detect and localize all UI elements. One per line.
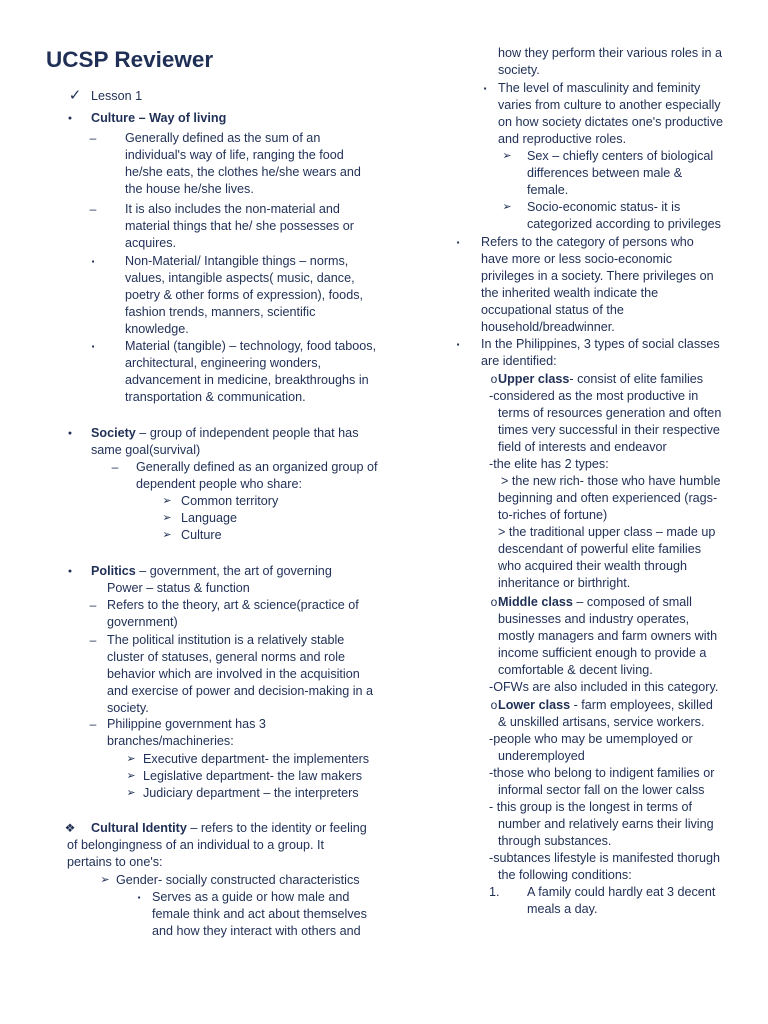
- text-line: occupational status of the: [481, 303, 624, 317]
- diamond-bullet-icon: ❖: [64, 821, 76, 835]
- text-line: Serves as a guide or how male and: [152, 890, 350, 904]
- text-line: household/breadwinner.: [481, 320, 615, 334]
- text-line: differences between male &: [527, 166, 683, 180]
- text-line: Sex – chiefly centers of biological: [527, 149, 714, 163]
- term: Lower class: [498, 698, 571, 712]
- text-line: Non-Material/ Intangible things – norms,: [125, 254, 349, 268]
- text-line: -OFWs are also included in this category.: [489, 680, 719, 694]
- text-line: dependent people who share:: [136, 477, 302, 491]
- square-bullet-icon: ▪: [137, 893, 141, 902]
- text-line: the following conditions:: [498, 868, 632, 882]
- text-line: Culture – Way of living: [91, 111, 227, 125]
- text-line: Socio-economic status- it is: [527, 200, 681, 214]
- text-line: Common territory: [181, 494, 279, 508]
- circle-bullet-icon: o: [490, 372, 498, 386]
- square-bullet-icon: ▪: [456, 340, 460, 349]
- arrow-bullet-icon: ➢: [126, 753, 136, 765]
- dash-bullet-icon: –: [89, 131, 97, 145]
- arrow-bullet-icon: ➢: [502, 201, 512, 213]
- text-line: female.: [527, 183, 569, 197]
- term-description: – refers to the identity or feeling: [186, 821, 367, 835]
- text-line: Power – status & function: [107, 581, 250, 595]
- dash-bullet-icon: –: [89, 717, 97, 731]
- text-line: The level of masculinity and feminity: [498, 81, 701, 95]
- dash-bullet-icon: –: [111, 460, 119, 474]
- term: Politics: [91, 564, 136, 578]
- text-line: the house he/she lives.: [125, 182, 254, 196]
- term-description: – composed of small: [572, 595, 692, 609]
- text-line: number and relatively earns their living: [498, 817, 714, 831]
- arrow-bullet-icon: ➢: [502, 150, 512, 162]
- arrow-bullet-icon: ➢: [162, 529, 172, 541]
- term-line: [91, 820, 367, 837]
- text-line: acquires.: [125, 236, 177, 250]
- text-line: have more or less socio-economic: [481, 252, 673, 266]
- text-line: & unskilled artisans, service workers.: [498, 715, 705, 729]
- text-line: 1.: [489, 885, 500, 899]
- text-line: values, intangible aspects( music, dance,: [125, 271, 355, 285]
- circle-bullet-icon: o: [490, 595, 498, 609]
- text-line: beginning and often experienced (rags-: [498, 491, 718, 505]
- text-line: Material (tangible) – technology, food taboos,: [125, 339, 377, 353]
- text-line: Culture: [181, 528, 222, 542]
- text-line: -those who belong to indigent families or: [489, 766, 715, 780]
- text-line: > the traditional upper class – made up: [498, 525, 716, 539]
- text-line: branches/machineries:: [107, 734, 234, 748]
- text-line: Legislative department- the law makers: [143, 769, 363, 783]
- text-line: -considered as the most productive in: [489, 389, 699, 403]
- text-line: varies from culture to another especially: [498, 98, 721, 112]
- text-line: Judiciary department – the interpreters: [143, 786, 359, 800]
- text-line: field of interests and endeavor: [498, 440, 667, 454]
- text-line: mostly managers and farm owners with: [498, 629, 718, 643]
- term-description: – group of independent people that has: [135, 426, 359, 440]
- dash-bullet-icon: –: [89, 202, 97, 216]
- dash-bullet-icon: –: [89, 598, 97, 612]
- term-line: [91, 425, 359, 442]
- text-line: society.: [498, 63, 540, 77]
- text-line: individual's way of life, ranging the food: [125, 148, 344, 162]
- text-line: privileges in a society. There privileges on: [481, 269, 714, 283]
- text-line: -the elite has 2 types:: [489, 457, 609, 471]
- text-line: Philippine government has 3: [107, 717, 266, 731]
- text-line: he/she eats, the clothes he/she wears and: [125, 165, 361, 179]
- term: Middle class: [498, 595, 573, 609]
- arrow-bullet-icon: ➢: [126, 787, 136, 799]
- text-line: transportation & communication.: [125, 390, 306, 404]
- text-line: Refers to the category of persons who: [481, 235, 694, 249]
- square-bullet-icon: ▪: [91, 342, 95, 351]
- text-line: - this group is the longest in terms of: [489, 800, 692, 814]
- text-line: meals a day.: [527, 902, 598, 916]
- text-line: same goal(survival): [91, 443, 201, 457]
- check-mark-icon: ✓: [68, 87, 82, 104]
- text-line: society.: [107, 701, 149, 715]
- arrow-bullet-icon: ➢: [100, 874, 110, 886]
- text-line: of belongingness of an individual to a group. It: [67, 838, 324, 852]
- text-line: cluster of statuses, general norms and role: [107, 650, 346, 664]
- text-line: advancement in medicine, breakthroughs in: [125, 373, 369, 387]
- text-line: Executive department- the implementers: [143, 752, 370, 766]
- text-line: -subtances lifestyle is manifested thorugh: [489, 851, 721, 865]
- circle-bullet-icon: o: [490, 698, 498, 712]
- term-description: - farm employees, skilled: [570, 698, 713, 712]
- text-line: times very successful in their respective: [498, 423, 720, 437]
- text-line: categorized according to privileges: [527, 217, 721, 231]
- term-description: - consist of elite families: [569, 372, 704, 386]
- text-line: material things that he/ she possesses or: [125, 219, 354, 233]
- bullet-dot-icon: ●: [67, 568, 73, 575]
- term: Society: [91, 426, 136, 440]
- text-line: behavior which are involved in the acquisition: [107, 667, 360, 681]
- text-line: and reproductive roles.: [498, 132, 627, 146]
- term: Cultural Identity: [91, 821, 187, 835]
- square-bullet-icon: ▪: [456, 238, 460, 247]
- text-line: inheritance or birthright.: [498, 576, 631, 590]
- text-line: > the new rich- those who have humble: [501, 474, 721, 488]
- arrow-bullet-icon: ➢: [162, 495, 172, 507]
- text-line: Gender- socially constructed characteristics: [116, 873, 360, 887]
- text-line: through substances.: [498, 834, 612, 848]
- text-line: and exercise of power and decision-making in a: [107, 684, 374, 698]
- text-line: on how society dictates one's productive: [498, 115, 724, 129]
- text-line: and how they interact with others and: [152, 924, 361, 938]
- text-line: Generally defined as an organized group of: [136, 460, 378, 474]
- text-line: descendant of powerful elite families: [498, 542, 702, 556]
- text-line: how they perform their various roles in a: [498, 46, 722, 60]
- text-line: businesses and industry operates,: [498, 612, 690, 626]
- arrow-bullet-icon: ➢: [162, 512, 172, 524]
- text-line: In the Philippines, 3 types of social classes: [481, 337, 720, 351]
- bullet-dot-icon: ●: [67, 115, 73, 122]
- square-bullet-icon: ▪: [483, 84, 487, 93]
- term-line: [498, 697, 713, 714]
- term-line: [91, 563, 332, 580]
- square-bullet-icon: ▪: [91, 257, 95, 266]
- text-line: architectural, engineering wonders,: [125, 356, 322, 370]
- dash-bullet-icon: –: [89, 633, 97, 647]
- term: Upper class: [498, 372, 570, 386]
- term-line: [498, 594, 692, 611]
- text-line: Generally defined as the sum of an: [125, 131, 321, 145]
- term-description: – government, the art of governing: [135, 564, 332, 578]
- term-line: [498, 371, 703, 388]
- text-line: fashion trends, manners, scientific: [125, 305, 316, 319]
- text-line: government): [107, 615, 178, 629]
- arrow-bullet-icon: ➢: [126, 770, 136, 782]
- text-line: Language: [181, 511, 238, 525]
- text-line: The political institution is a relatively stable: [107, 633, 345, 647]
- text-line: -people who may be umemployed or: [489, 732, 693, 746]
- text-line: who acquired their wealth through: [498, 559, 688, 573]
- bullet-dot-icon: ●: [67, 430, 73, 437]
- text-line: informal sector fall on the lower calss: [498, 783, 705, 797]
- page-title: UCSP Reviewer: [46, 47, 214, 72]
- text-line: pertains to one's:: [67, 855, 163, 869]
- text-line: underemployed: [498, 749, 585, 763]
- text-line: Lesson 1: [91, 89, 143, 103]
- text-line: female think and act about themselves: [152, 907, 367, 921]
- text-line: are identified:: [481, 354, 557, 368]
- text-line: A family could hardly eat 3 decent: [527, 885, 716, 899]
- text-line: comfortable & decent living.: [498, 663, 653, 677]
- text-line: income sufficient enough to provide a: [498, 646, 707, 660]
- text-line: It is also includes the non-material and: [125, 202, 340, 216]
- text-line: terms of resources generation and often: [498, 406, 722, 420]
- text-line: to-riches of fortune): [498, 508, 608, 522]
- text-line: the inherited wealth indicate the: [481, 286, 659, 300]
- text-line: poetry & other forms of expression), foods,: [125, 288, 363, 302]
- text-line: knowledge.: [125, 322, 189, 336]
- text-line: Refers to the theory, art & science(practice of: [107, 598, 359, 612]
